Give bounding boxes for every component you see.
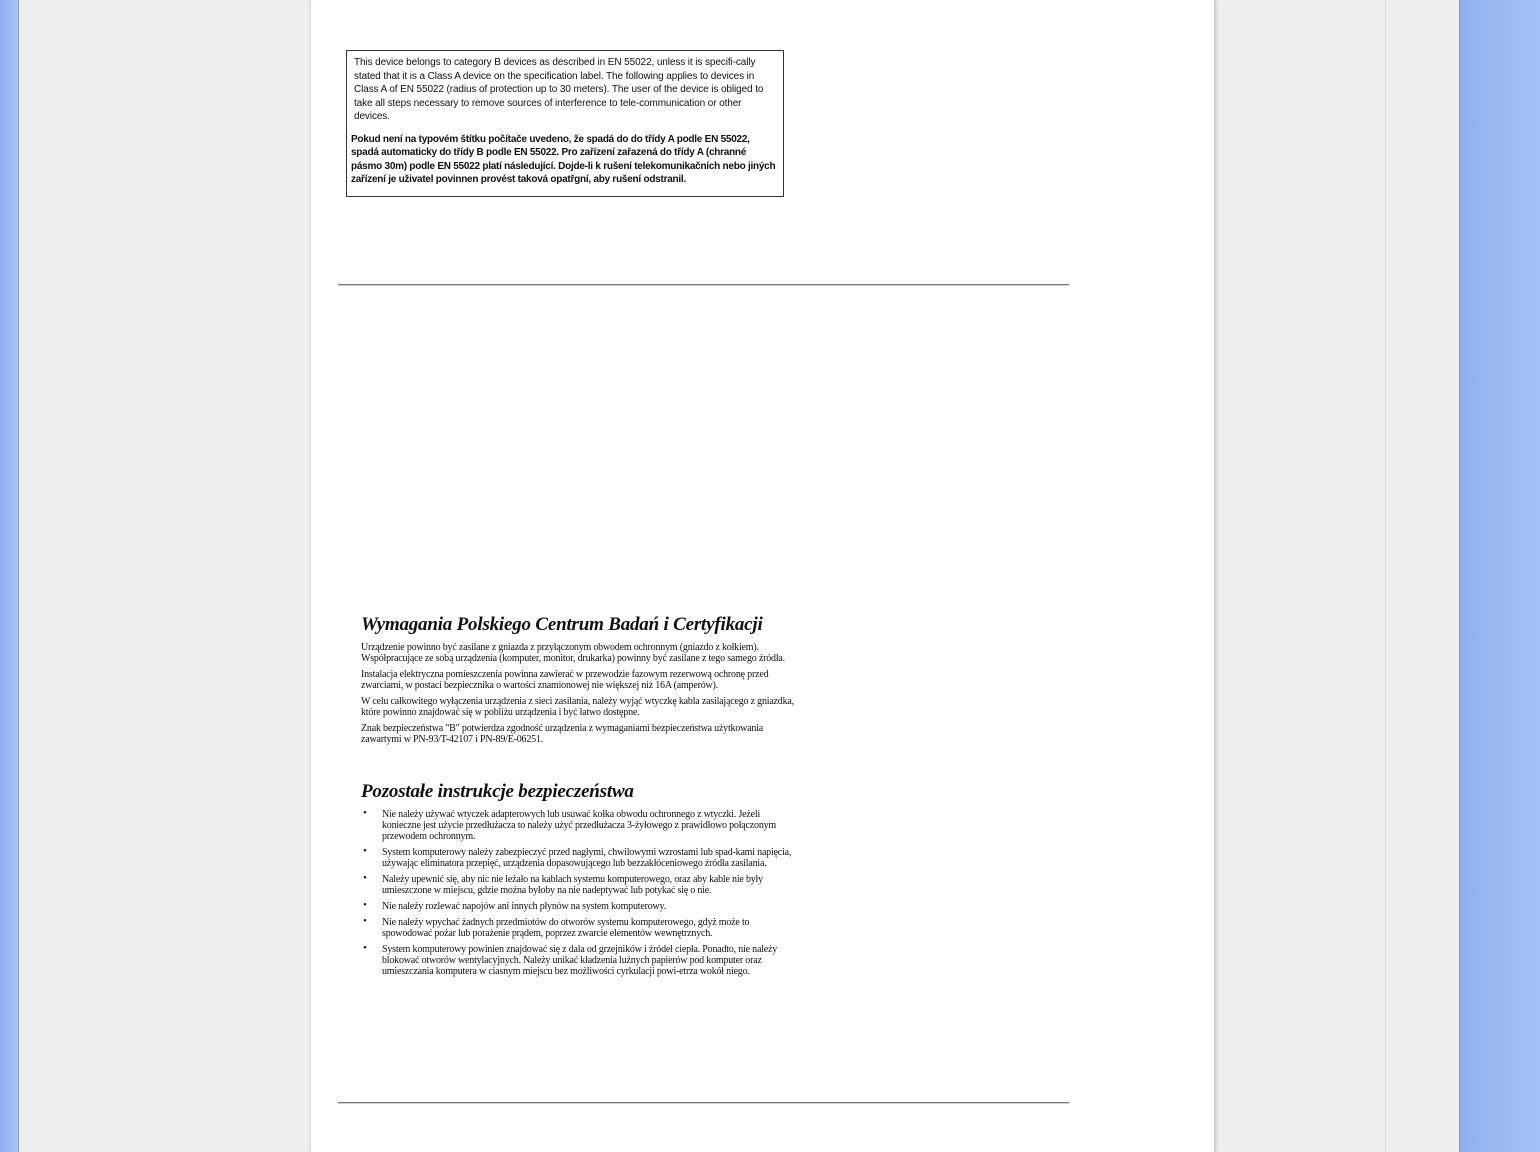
list-item-text: System komputerowy należy zabezpieczyć przed nagłymi, chwilowymi wzrostami lub spad-kami napięcia, używając eliminatora przepięć, urządzenia dopasowującego lub bezzakłóceniowego źródła zasilania. [382,847,792,869]
window-frame-left [0,0,19,1152]
paragraph: W celu całkowitego wyłączenia urządzenia z sieci zasilania, należy wyjąć wtyczkę kabla zasilającego z gniazdka, które powinno znajdować się w pobliżu urządzenia i być łatwo dostępne. [361,696,794,718]
list-item-text: Nie należy rozlewać napojów ani innych płynów na system komputerowy. [382,901,667,912]
section-heading: Wymagania Polskiego Centrum Badań i Certyfikacji [361,614,763,635]
polish-requirements-section [361,614,801,750]
paragraph: Instalacja elektryczna pomieszczenia powinna zawierać w przewodzie fazowym rezerwową ochronę przed zwarciami, w postaci bezpiecznika o wartości znamionowej nie większej niż 16A (amperów). [361,669,769,691]
list-item [361,917,801,939]
sidebar-divider [1385,0,1386,1152]
list-item [361,901,801,912]
bullet-icon: • [363,899,367,911]
bullet-icon: • [363,942,367,954]
bullet-icon: • [363,872,367,884]
notice-czech-text: Pokud není na typovém štítku počítače uvedeno, že spadá do do třídy A podle EN 55022, spadá automaticky do třídy B podle EN 55022. Pro zařízení zařazená do třídy A (chranné pásmo 30m) podle EN 55022 platí následující. Dojde-li k rušení telekomunikačních nebo jiných zařízení je uživatel povinnen provést taková opatřgní, aby rušení odstranil. [351,133,776,185]
list-item-text: System komputerowy powinien znajdować się z dala od grzejników i źródeł ciepła. Ponadto, nie należy blokować otworów wentylacyjnych. Należy unikać kładzenia luźnych papierów pod komputer oraz umieszczania komputera w ciasnym miejscu bez możliwości cyrkulacji powi-etrza wokół niego. [382,944,778,977]
bullet-icon: • [363,845,367,857]
list-item-text: Należy upewnić się, aby nic nie leżało na kablach systemu komputerowego, oraz aby kable nie były umieszczone w miejscu, gdzie można byłoby na nie nadeptywać lub potykać się o nie. [382,874,763,896]
list-item [361,847,801,869]
section-heading: Pozostałe instrukcje bezpieczeństwa [361,781,634,802]
list-item-text: Nie należy wpychać żadnych przedmiotów do otworów systemu komputerowego, gdyż może to spowodować pożar lub porażenie prądem, poprzez zwarcie elementów wewnętrznych. [382,917,750,939]
bullet-icon: • [363,807,367,819]
document-page [311,0,1214,1152]
list-item [361,809,801,842]
list-item [361,944,801,977]
notice-english-text: This device belongs to category B devices as described in EN 55022, unless it is specifi-cally stated that it is a Class A device on the specification label. The following applies to devices in Class A of EN 55022 (radius of protection up to 30 meters). The user of the device is obliged to take all steps necessary to remove sources of interference to tele-communication or other devices. [354,57,764,122]
paragraph: Znak bezpieczeństwa "B" potwierdza zgodność urządzenia z wymaganiami bezpieczeństwa użytkowania zawartymi w PN-93/T-42107 i PN-89/E-06251. [361,723,764,745]
horizontal-rule [338,1102,1069,1104]
paragraph: Urządzenie powinno być zasilane z gniazda z przyłączonym obwodem ochronnym (gniazdo z kołkiem). Współpracujące ze sobą urządzenia (komputer, monitor, drukarka) powinny być zasilane z tego samego źródła. [361,642,785,664]
emc-notice-box [346,50,784,197]
bullet-icon: • [363,915,367,927]
horizontal-rule [338,284,1069,286]
other-safety-section [361,781,801,982]
list-item [361,874,801,896]
safety-list [361,809,801,977]
window-frame-right [1459,0,1540,1152]
list-item-text: Nie należy używać wtyczek adapterowych lub usuwać kołka obwodu ochronnego z wtyczki. Jeżeli konieczne jest użycie przedłużacza to należy użyć przedłużacza 3-żyłowego z prawidłowo połączonym przewodem ochronnym. [382,809,777,842]
